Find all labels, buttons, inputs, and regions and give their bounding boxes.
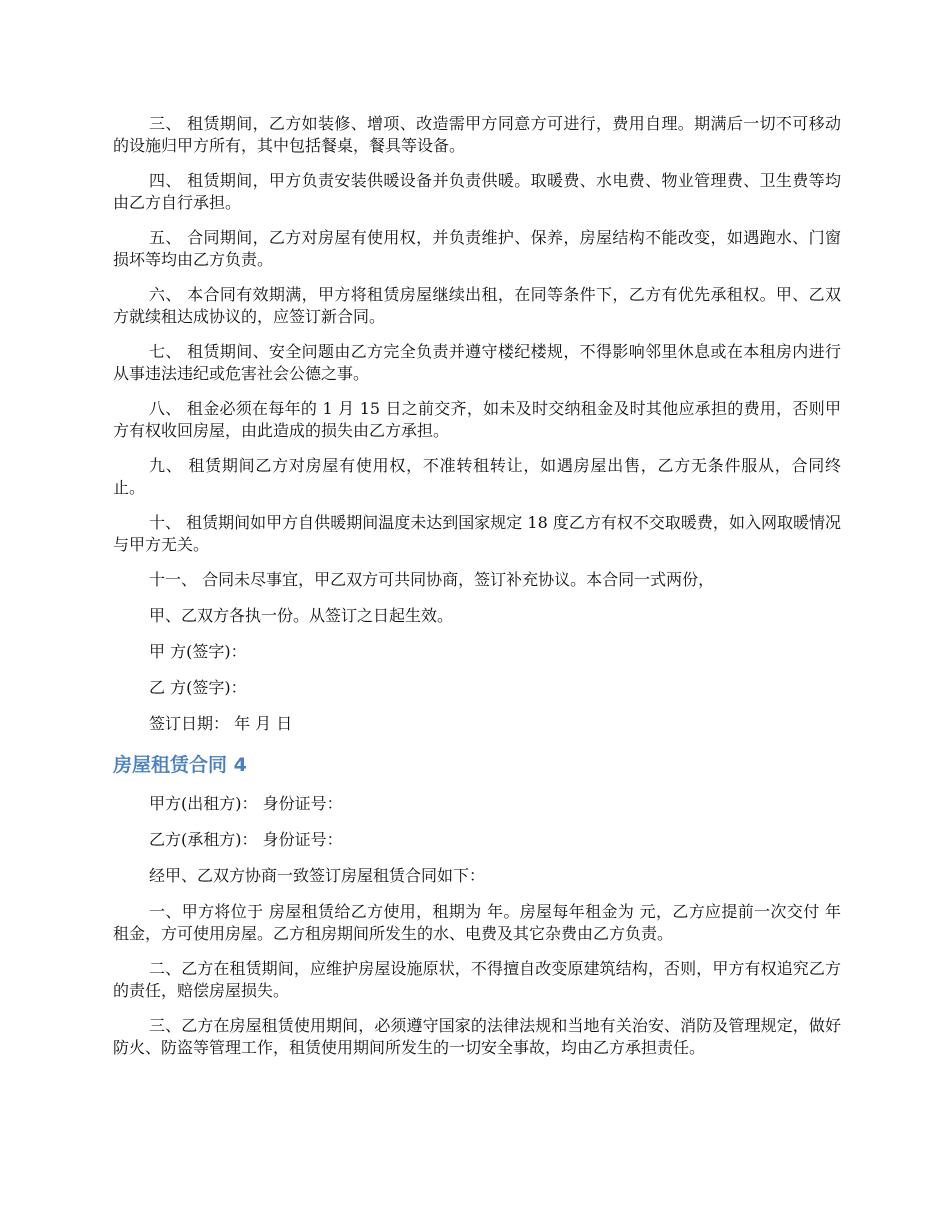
lessee-line: 乙方(承租方)： 身份证号：: [149, 830, 343, 849]
clause-8: 八、 租金必须在每年的 1 月 15 日之前交齐，如未及时交纳租金及时其他应承担的费用，否则甲方有权收回房屋，由此造成的损失由乙方承担。: [113, 399, 841, 440]
contract-4-clause-3: 三、乙方在房屋租赁使用期间，必须遵守国家的法律法规和当地有关治安、消防及管理规定，做好防火、防盗等管理工作，租赁使用期间所发生的一切安全事故，均由乙方承担责任。: [113, 1016, 841, 1057]
clause-6: 六、 本合同有效期满，甲方将租赁房屋继续出租，在同等条件下，乙方有优先承租权。甲、乙双方就续租达成协议的，应签订新合同。: [113, 285, 841, 326]
clause-4: 四、 租赁期间，甲方负责安装供暖设备并负责供暖。取暖费、水电费、物业管理费、卫生费等均由乙方自行承担。: [113, 171, 841, 212]
clause-7: 七、 租赁期间、安全问题由乙方完全负责并遵守楼纪楼规，不得影响邻里休息或在本租房内进行从事违法违纪或危害社会公德之事。: [113, 342, 841, 383]
document-body: [113, 113, 841, 1072]
contract-4-heading: 房屋租赁合同 4: [113, 754, 247, 776]
clause-11: 十一、 合同未尽事宜，甲乙双方可共同协商，签订补充协议。本合同一式两份，: [149, 570, 715, 589]
party-a-signature-line: 甲 方(签字)：: [149, 642, 247, 661]
agreement-intro: 经甲、乙双方协商一致签订房屋租赁合同如下：: [149, 866, 486, 885]
party-b-signature-line: 乙 方(签字)：: [149, 678, 247, 697]
contract-4-clause-1: 一、甲方将位于 房屋租赁给乙方使用，租期为 年。房屋每年租金为 元，乙方应提前一次交付 年租金，方可使用房屋。乙方租房期间所发生的水、电费及其它杂费由乙方负责。: [113, 902, 841, 943]
clause-10: 十、 租赁期间如甲方自供暖期间温度未达到国家规定 18 度乙方有权不交取暖费，如入网取暖情况与甲方无关。: [113, 513, 841, 554]
clause-11-continued: 甲、乙双方各执一份。从签订之日起生效。: [149, 606, 454, 625]
contract-4-clause-2: 二、乙方在租赁期间，应维护房屋设施原状，不得擅自改变原建筑结构，否则，甲方有权追究乙方的责任，赔偿房屋损失。: [113, 959, 841, 1000]
clause-3: 三、 租赁期间，乙方如装修、增项、改造需甲方同意方可进行，费用自理。期满后一切不可移动的设施归甲方所有，其中包括餐桌，餐具等设备。: [113, 114, 841, 155]
clause-9: 九、 租赁期间乙方对房屋有使用权，不准转租转让，如遇房屋出售，乙方无条件服从，合同终止。: [113, 456, 841, 497]
clause-5: 五、 合同期间，乙方对房屋有使用权，并负责维护、保养，房屋结构不能改变，如遇跑水、门窗损坏等均由乙方负责。: [113, 228, 841, 269]
signing-date-line: 签订日期： 年 月 日: [149, 714, 293, 733]
lessor-line: 甲方(出租方)： 身份证号：: [149, 794, 343, 813]
